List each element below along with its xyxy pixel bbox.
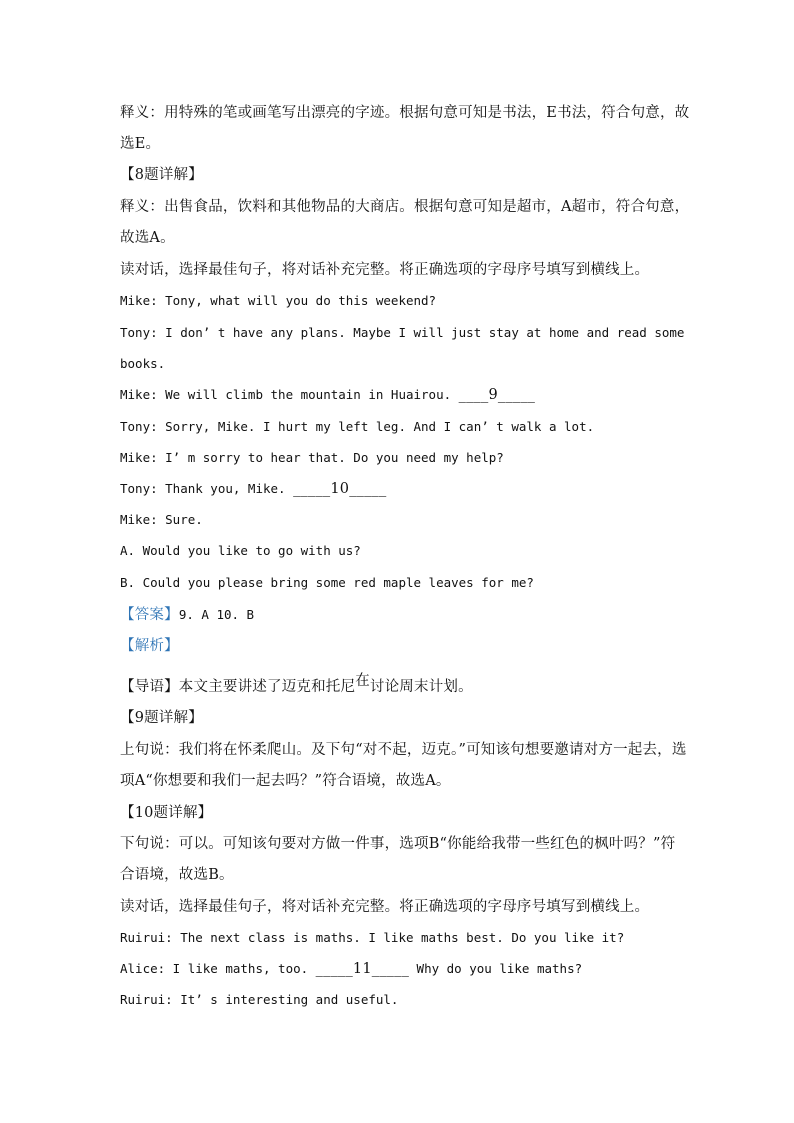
guide-text: 【导语】本文主要讲述了迈克和托尼: [120, 679, 356, 695]
instruction-line: 读对话，选择最佳句子，将对话补充完整。将正确选项的字母序号填写到横线上。: [120, 262, 650, 278]
text-line: 项A“你想要和我们一起去吗？”符合语境，故选A。: [120, 773, 451, 789]
dialogue-line: Mike: I’ m sorry to hear that. Do you need my help?: [120, 450, 504, 465]
dialogue-text: Mike: We will climb the mountain in Huairou.: [120, 387, 459, 402]
answer-blank-10: _____10_____: [293, 481, 387, 497]
text-line: 故选A。: [120, 230, 175, 246]
dialogue-text: Why do you like maths?: [409, 961, 583, 976]
text-line: [120, 675, 473, 696]
text-line: 选E。: [120, 136, 161, 152]
text-line: 合语境，故选B。: [120, 867, 234, 883]
option-a: A. Would you like to go with us?: [120, 543, 361, 558]
text-line: 下句说：可以。可知该句要对方做一件事，选项B“你能给我带一些红色的枫叶吗？”符: [120, 836, 676, 852]
answer-line: [120, 603, 254, 624]
dialogue-line: Ruirui: It’ s interesting and useful.: [120, 992, 399, 1007]
text-line: 释义：出售食品，饮料和其他物品的大商店。根据句意可知是超市，A超市，符合句意，: [120, 199, 690, 215]
dialogue-line: Tony: I don’ t have any plans. Maybe I will just stay at home and read some: [120, 325, 685, 340]
answer-label: 【答案】: [120, 607, 179, 623]
dialogue-text: Tony: Thank you, Mike.: [120, 481, 294, 496]
dialogue-line: Tony: Sorry, Mike. I hurt my left leg. And I can’ t walk a lot.: [120, 419, 595, 434]
answer-blank-9: ____9_____: [458, 387, 536, 403]
dialogue-line: [120, 961, 582, 977]
guide-text: 讨论周末计划。: [369, 679, 473, 695]
dialogue-line: Ruirui: The next class is maths. I like maths best. Do you like it?: [120, 930, 625, 945]
dialogue-line: books.: [120, 356, 166, 371]
text-line: 上句说：我们将在怀柔爬山。及下句“对不起，迈克。”可知该句想要邀请对方一起去，选: [120, 742, 687, 758]
dialogue-line: Mike: Sure.: [120, 512, 203, 527]
guide-text-raised: 在: [355, 673, 370, 689]
analysis-label: 【解析】: [120, 638, 179, 654]
option-b: B. Could you please bring some red maple leaves for me?: [120, 575, 534, 590]
section-heading: 【10题详解】: [120, 805, 213, 821]
instruction-line: 读对话，选择最佳句子，将对话补充完整。将正确选项的字母序号填写到横线上。: [120, 899, 650, 915]
dialogue-line: [120, 387, 535, 403]
text-line: 释义：用特殊的笔或画笔写出漂亮的字迹。根据句意可知是书法，E书法，符合句意，故: [120, 105, 690, 121]
section-heading: 【8题详解】: [120, 167, 203, 183]
dialogue-line: Mike: Tony, what will you do this weekend?: [120, 293, 437, 308]
answer-text: 9. A 10. B: [178, 607, 255, 622]
dialogue-text: Alice: I like maths, too.: [120, 961, 316, 976]
dialogue-line: [120, 481, 386, 497]
section-heading: 【9题详解】: [120, 710, 203, 726]
answer-blank-11: _____11_____: [315, 961, 410, 977]
